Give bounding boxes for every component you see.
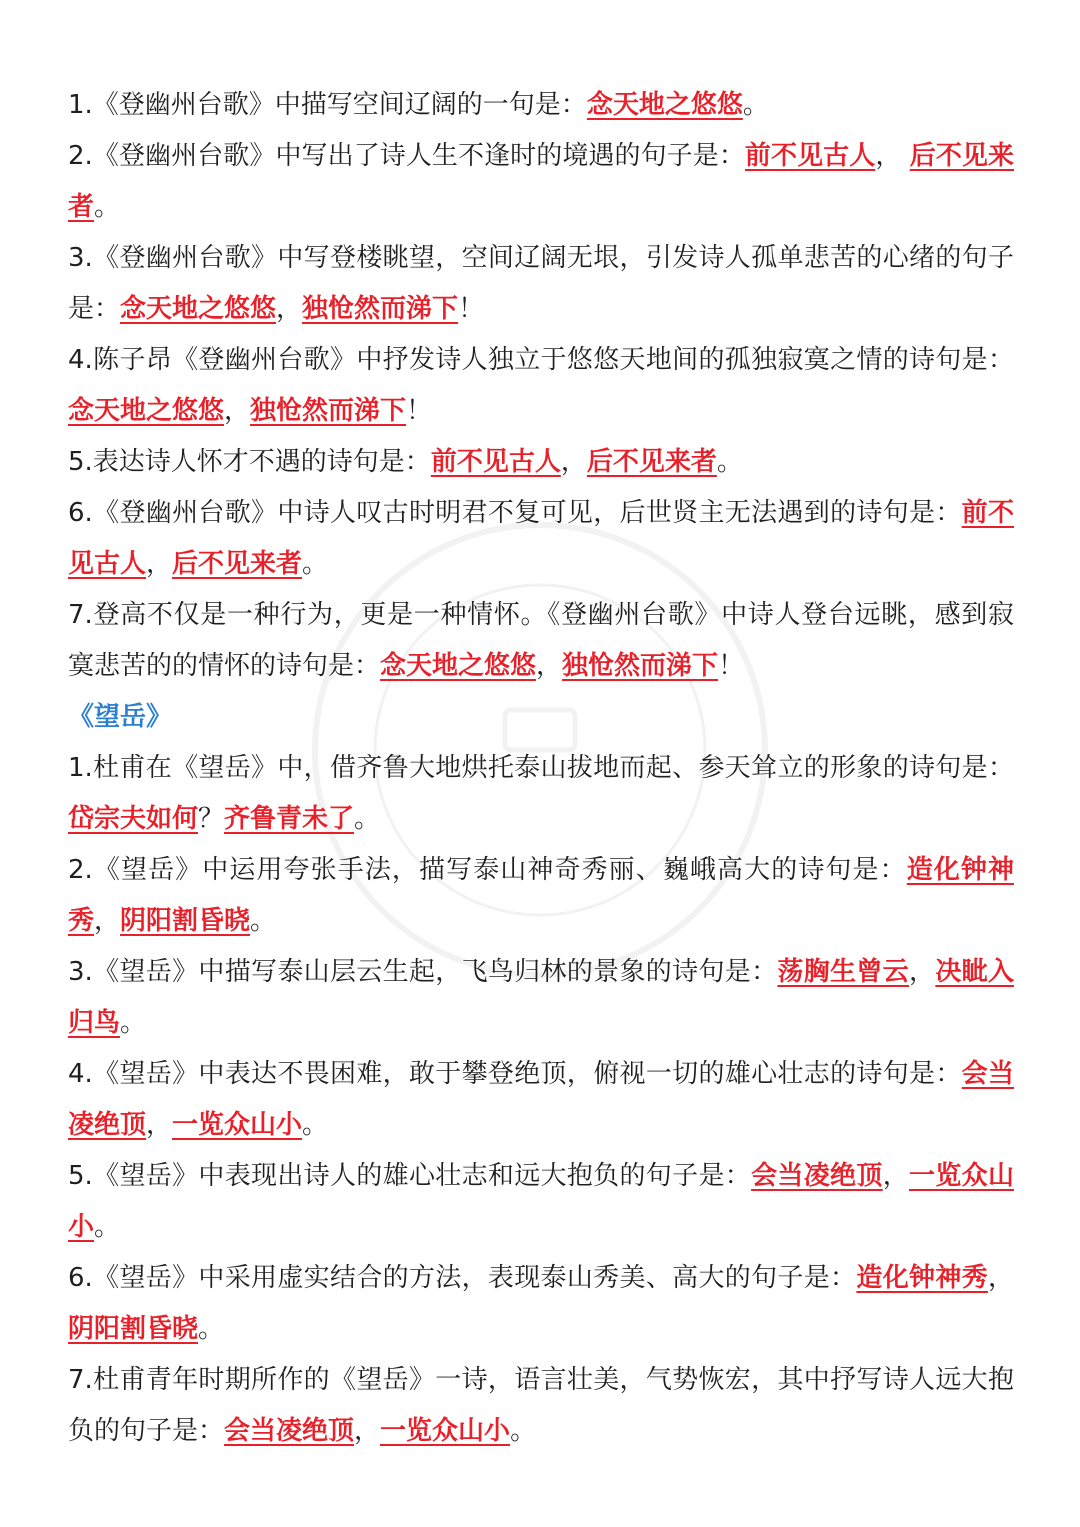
answer-text: 后不见来者 <box>172 549 303 579</box>
question-text: ， <box>224 396 251 426</box>
question-item <box>68 437 1014 488</box>
answer-text: 一览众山小 <box>172 1110 303 1140</box>
question-item <box>68 131 1014 233</box>
question-text: ？ <box>198 804 225 834</box>
answer-text: 岱宗夫如何 <box>68 804 199 834</box>
question-text: ， <box>882 1161 910 1191</box>
question-text: ！ <box>406 396 433 426</box>
question-text: 。 <box>250 906 277 936</box>
answer-text: 独怆然而涕下 <box>302 294 459 324</box>
question-text: 1.《登幽州台歌》中描写空间辽阔的一句是： <box>68 90 587 120</box>
answer-text: 决眦入归鸟 <box>68 957 1014 1038</box>
question-text: 7.登高不仅是一种行为，更是一种情怀。《登幽州台歌》中诗人登台远眺，感到寂寞悲苦的的情怀的诗句是： <box>68 600 1014 681</box>
question-item <box>68 1049 1014 1151</box>
answer-text: 念天地之悠悠 <box>120 294 277 324</box>
question-text: 。 <box>302 1110 329 1140</box>
question-text: ， <box>276 294 303 324</box>
question-item <box>68 233 1014 335</box>
question-text: 。 <box>716 447 743 477</box>
question-item <box>68 947 1014 1049</box>
question-item <box>68 743 1014 845</box>
question-text: 。 <box>94 192 121 222</box>
answer-text: 一览众山小 <box>380 1416 511 1446</box>
answer-text: 阴阳割昏晓 <box>120 906 251 936</box>
question-text: 。 <box>120 1008 147 1038</box>
question-item <box>68 335 1014 437</box>
question-text: 。 <box>354 804 381 834</box>
answer-text: 后不见来者 <box>586 447 717 477</box>
answer-text: 独怆然而涕下 <box>562 651 719 681</box>
answer-text: 造化钟神秀 <box>68 855 1014 936</box>
answer-text: 独怆然而涕下 <box>250 396 407 426</box>
answer-text: 念天地之悠悠 <box>380 651 537 681</box>
question-text: ， <box>560 447 587 477</box>
document-page <box>68 80 1014 1457</box>
answer-text: 会当凌绝顶 <box>224 1416 355 1446</box>
question-text: 2.《登幽州台歌》中写出了诗人生不逢时的境遇的句子是： <box>68 141 745 171</box>
question-text: ， <box>875 141 910 171</box>
question-text: 4.《望岳》中表达不畏困难，敢于攀登绝顶，俯视一切的雄心壮志的诗句是： <box>68 1059 962 1089</box>
section-heading: 《望岳》 <box>68 702 173 732</box>
section <box>68 80 1014 692</box>
question-text: ， <box>94 906 121 936</box>
question-text: ， <box>909 957 936 987</box>
question-item <box>68 1253 1014 1355</box>
question-item <box>68 80 1014 131</box>
answer-text: 后不见来者 <box>68 141 1014 222</box>
question-text: ！ <box>718 651 745 681</box>
question-text: ， <box>146 549 173 579</box>
question-text: 。 <box>302 549 329 579</box>
question-item <box>68 1355 1014 1457</box>
answer-text: 前不见古人 <box>68 498 1014 579</box>
question-text: ， <box>146 1110 173 1140</box>
question-text: 4.陈子昂《登幽州台歌》中抒发诗人独立于悠悠天地间的孤独寂寞之情的诗句是： <box>68 345 1014 375</box>
answer-text: 一览众山小 <box>68 1161 1014 1242</box>
answer-text: 造化钟神秀 <box>856 1263 988 1293</box>
question-text: ！ <box>458 294 485 324</box>
answer-text: 前不见古人 <box>430 447 561 477</box>
question-text: 3.《登幽州台歌》中写登楼眺望，空间辽阔无垠，引发诗人孤单悲苦的心绪的句子是： <box>68 243 1014 324</box>
question-text: ， <box>987 1263 1014 1293</box>
answer-text: 念天地之悠悠 <box>586 90 743 120</box>
answer-text: 阴阳割昏晓 <box>68 1314 199 1344</box>
answer-text: 念天地之悠悠 <box>68 396 225 426</box>
question-text: ， <box>354 1416 381 1446</box>
question-text: 。 <box>742 90 769 120</box>
answer-text: 荡胸生曾云 <box>777 957 909 987</box>
question-text: 5.《望岳》中表现出诗人的雄心壮志和远大抱负的句子是： <box>68 1161 752 1191</box>
answer-text: 前不见古人 <box>744 141 876 171</box>
question-text: 。 <box>94 1212 121 1242</box>
question-text: 3.《望岳》中描写泰山层云生起，飞鸟归林的景象的诗句是： <box>68 957 778 987</box>
question-text: 2.《望岳》中运用夸张手法，描写泰山神奇秀丽、巍峨高大的诗句是： <box>68 855 907 885</box>
question-text: 6.《望岳》中采用虚实结合的方法，表现泰山秀美、高大的句子是： <box>68 1263 857 1293</box>
answer-text: 会当凌绝顶 <box>751 1161 883 1191</box>
question-item <box>68 845 1014 947</box>
question-text: 。 <box>198 1314 225 1344</box>
question-item <box>68 590 1014 692</box>
question-text: 1.杜甫在《望岳》中，借齐鲁大地烘托泰山拔地而起、参天耸立的形象的诗句是： <box>68 753 1014 783</box>
question-text: 7.杜甫青年时期所作的《望岳》一诗，语言壮美，气势恢宏，其中抒写诗人远大抱负的句子是： <box>68 1365 1014 1446</box>
question-item <box>68 488 1014 590</box>
answer-text: 会当凌绝顶 <box>68 1059 1014 1140</box>
answer-text: 齐鲁青未了 <box>224 804 355 834</box>
question-text: 6.《登幽州台歌》中诗人叹古时明君不复可见，后世贤主无法遇到的诗句是： <box>68 498 962 528</box>
question-text: 5.表达诗人怀才不遇的诗句是： <box>68 447 431 477</box>
question-item <box>68 1151 1014 1253</box>
section <box>68 692 1014 1457</box>
question-text: 。 <box>510 1416 537 1446</box>
question-text: ， <box>536 651 563 681</box>
